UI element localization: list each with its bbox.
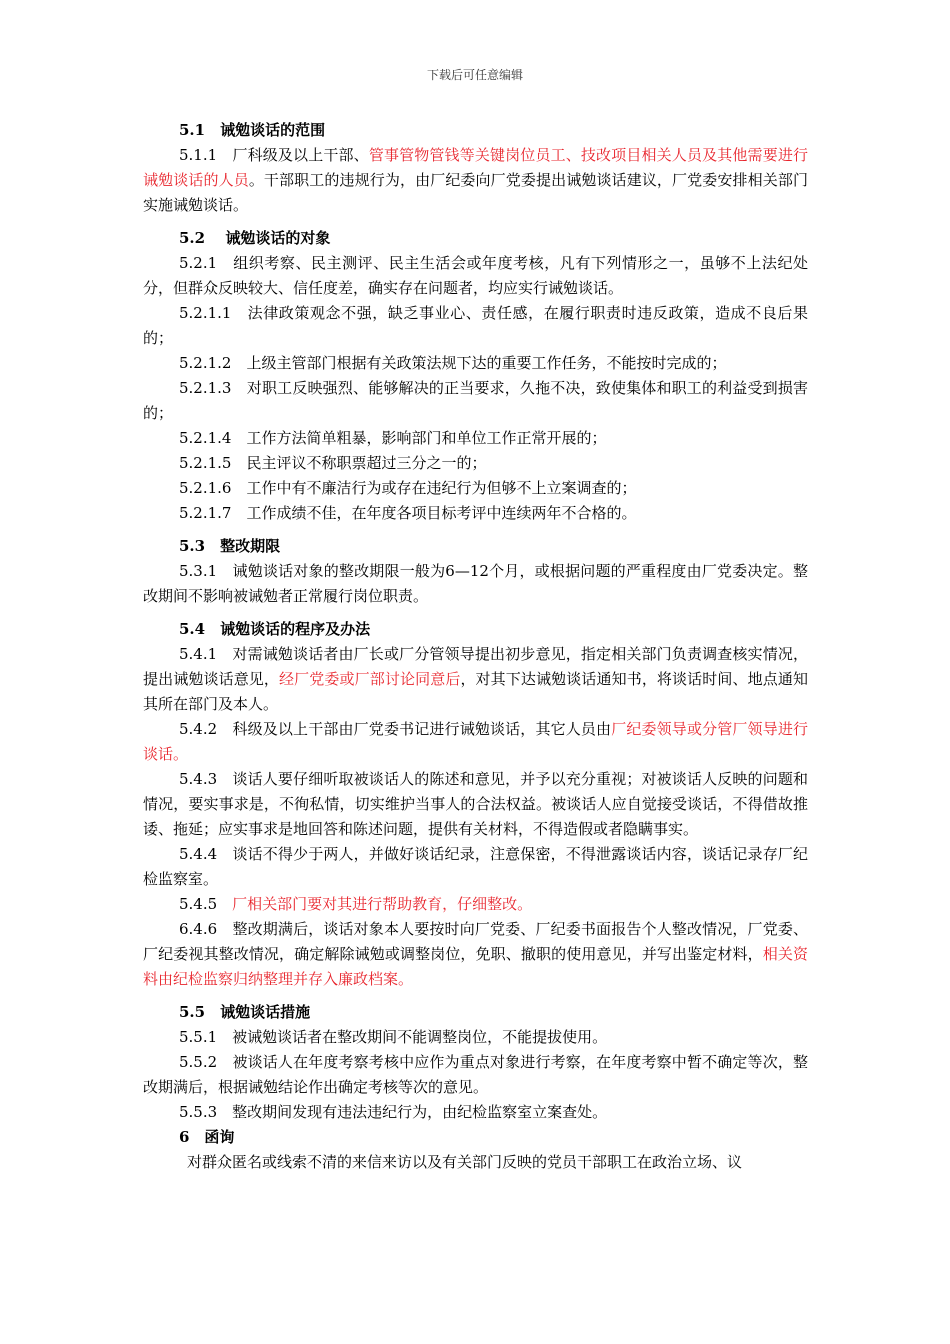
paragraph-5-2-1-6: 5.2.1.6 工作中有不廉洁行为或存在违纪行为但够不上立案调查的； <box>179 479 637 497</box>
paragraph-5-2-1-1: 5.2.1.1 法律政策观念不强，缺乏事业心、责任感，在履行职责时违反政策，造成不良后果的； <box>143 304 808 347</box>
highlighted-text: 厂相关部门要对其进行帮助教育，仔细整改。 <box>232 895 533 913</box>
text-run: 5.4.5 <box>179 895 233 913</box>
document-body <box>143 118 808 1175</box>
section-heading-6: 6 函询 <box>179 1128 235 1146</box>
paragraph-5-5-3: 5.5.3 整改期间发现有违法违纪行为，由纪检监察室立案查处。 <box>179 1103 608 1121</box>
text-run: 。干部职工的违规行为，由厂纪委向厂党委提出诫勉谈话建议，厂党委安排相关部门实施诫勉谈话。 <box>143 171 808 214</box>
paragraph-5-4-5 <box>143 892 808 917</box>
paragraph-5-2-1-7: 5.2.1.7 工作成绩不佳，在年度各项目标考评中连续两年不合格的。 <box>179 504 637 522</box>
paragraph-5-5-2: 5.5.2 被谈话人在年度考察考核中应作为重点对象进行考察，在年度考察中暂不确定等次，整改期满后，根据诫勉结论作出确定考核等次的意见。 <box>143 1053 808 1096</box>
highlighted-text: 经厂党委或厂部讨论同意后 <box>279 670 461 688</box>
paragraph-5-4-4: 5.4.4 谈话不得少于两人，并做好谈话纪录，注意保密，不得泄露谈话内容，谈话记录存厂纪检监察室。 <box>143 845 808 888</box>
section-heading-5-2: 5.2 诫勉谈话的对象 <box>179 229 331 247</box>
paragraph-6-4-6 <box>143 917 808 992</box>
page-header-note: 下载后可任意编辑 <box>426 68 523 82</box>
paragraph-5-4-3: 5.4.3 谈话人要仔细听取被谈话人的陈述和意见，并予以充分重视；对被谈话人反映的问题和情况，要实事求是，不徇私情，切实维护当事人的合法权益。被谈话人应自觉接受谈话，不得借故推诿、拖延；应实事求是地回答和陈述问题，提供有关材料，不得造假或者隐瞒事实。 <box>143 770 808 838</box>
highlighted-text: 厂纪委领导或分管厂领导进行谈话 <box>143 720 808 763</box>
paragraph-5-5-1: 5.5.1 被诫勉谈话者在整改期间不能调整岗位，不能提拔使用。 <box>179 1028 608 1046</box>
paragraph-6-1: 对群众匿名或线索不清的来信来访以及有关部门反映的党员干部职工在政治立场、议 <box>187 1153 743 1171</box>
highlighted-text: 相关资料由纪检监察归纳整理并存入廉政档案。 <box>143 945 808 988</box>
section-heading-5-3: 5.3 整改期限 <box>179 537 281 555</box>
section-heading-5-4: 5.4 诫勉谈话的程序及办法 <box>179 620 371 638</box>
section-heading-5-1: 5.1 诫勉谈话的范围 <box>179 121 326 139</box>
paragraph-5-2-1-5: 5.2.1.5 民主评议不称职票超过三分之一的； <box>179 454 487 472</box>
paragraph-5-2-1-4: 5.2.1.4 工作方法简单粗暴，影响部门和单位工作正常开展的； <box>179 429 607 447</box>
text-run: 6.4.6 整改期满后，谈话对象本人要按时向厂党委、厂纪委书面报告个人整改情况，厂党委、厂纪委视其整改情况，确定解除诫勉或调整岗位，免职、撤职的使用意见，并写出鉴定材料， <box>143 920 808 963</box>
text-run: 5.4.2 科级及以上干部由厂党委书记进行诫勉谈话，其它人员由 <box>179 720 612 738</box>
paragraph-5-2-1-2: 5.2.1.2 上级主管部门根据有关政策法规下达的重要工作任务，不能按时完成的； <box>179 354 727 372</box>
paragraph-5-4-1 <box>143 642 808 717</box>
paragraph-5-1-1 <box>143 143 808 218</box>
paragraph-5-4-2 <box>143 717 808 767</box>
text-run: 5.4.1 对需诫勉谈话者由厂长或厂分管领导提出初步意见，指定相关部门负责调查核实情况，提出诫勉谈话意见， <box>143 645 808 688</box>
highlighted-text: 管事管物管钱等关键岗位员工、技改项目相关人员及其他需要进行诫勉谈话的人员 <box>143 146 808 189</box>
section-heading-5-5: 5.5 诫勉谈话措施 <box>179 1003 311 1021</box>
paragraph-5-2-1: 5.2.1 组织考察、民主测评、民主生活会或年度考核，凡有下列情形之一，虽够不上法纪处分，但群众反映较大、信任度差，确实存在问题者，均应实行诫勉谈话。 <box>143 254 808 297</box>
text-run: 。 <box>173 745 189 763</box>
text-run: 5.1.1 厂科级及以上干部、 <box>179 146 369 164</box>
paragraph-5-2-1-3: 5.2.1.3 对职工反映强烈、能够解决的正当要求，久拖不决，致使集体和职工的利益受到损害的； <box>143 379 808 422</box>
text-run: ，对其下达诫勉谈话通知书，将谈话时间、地点通知其所在部门及本人。 <box>143 670 808 713</box>
paragraph-5-3-1: 5.3.1 诫勉谈话对象的整改期限一般为6—12个月，或根据问题的严重程度由厂党委决定。整改期间不影响被诫勉者正常履行岗位职责。 <box>143 562 808 605</box>
